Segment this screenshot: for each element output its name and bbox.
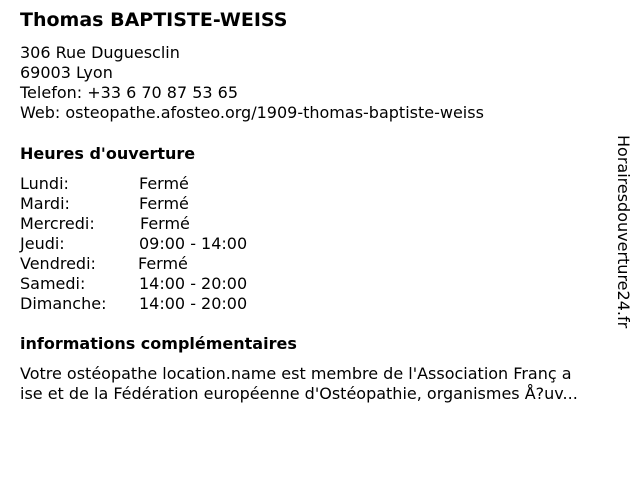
info-heading: informations complémentaires — [20, 334, 297, 353]
info-line-1: Votre ostéopathe location.name est membre de l'Association Franç a — [20, 364, 572, 383]
hours-time: Fermé — [140, 214, 190, 233]
hours-time: Fermé — [139, 174, 189, 193]
phone-line: Telefon: +33 6 70 87 53 65 — [20, 83, 239, 102]
hours-day: Mardi: — [20, 194, 70, 213]
hours-day: Dimanche: — [20, 294, 107, 313]
hours-day: Jeudi: — [20, 234, 65, 253]
hours-time: 14:00 - 20:00 — [139, 294, 248, 313]
hours-time: 14:00 - 20:00 — [139, 274, 248, 293]
hours-heading: Heures d'ouverture — [20, 144, 196, 163]
hours-day: Mercredi: — [20, 214, 95, 233]
page-title: Thomas BAPTISTE-WEISS — [20, 9, 288, 31]
hours-time: 09:00 - 14:00 — [139, 234, 248, 253]
hours-day: Vendredi: — [20, 254, 96, 273]
hours-time: Fermé — [139, 194, 189, 213]
web-line: Web: osteopathe.afosteo.org/1909-thomas-baptiste-weiss — [20, 103, 484, 122]
hours-time: Fermé — [138, 254, 188, 273]
contact-block — [20, 43, 484, 123]
address-street: 306 Rue Duguesclin — [20, 43, 180, 62]
address-city: 69003 Lyon — [20, 63, 113, 82]
info-text — [20, 364, 620, 404]
hours-day: Samedi: — [20, 274, 86, 293]
hours-day: Lundi: — [20, 174, 69, 193]
watermark-text: Horairesdouverture24.fr — [614, 135, 633, 329]
info-line-2: ise et de la Fédération européenne d'Ostéopathie, organismes Å?uv... — [20, 384, 578, 403]
